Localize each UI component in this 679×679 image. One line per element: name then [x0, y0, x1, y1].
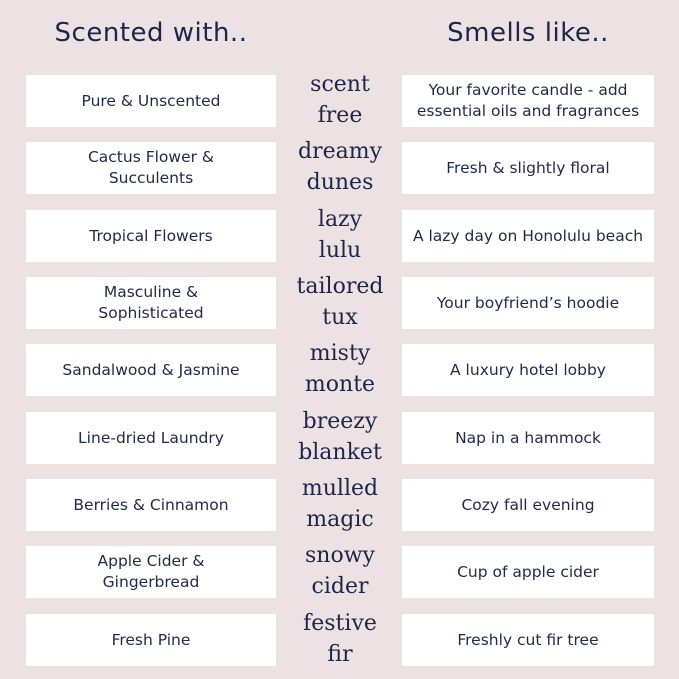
- candle-name-line1: lazy: [317, 207, 363, 232]
- scent-row: [0, 139, 679, 195]
- candle-name-line2: dunes: [306, 170, 374, 195]
- candle-name: [282, 269, 398, 335]
- smells-like-cell: [402, 277, 654, 329]
- scent-text: Cactus Flower & Succulents: [87, 148, 215, 187]
- candle-name-line2: free: [317, 103, 363, 128]
- scent-cell: [26, 344, 276, 396]
- candle-name: [282, 471, 398, 537]
- candle-name-line2: lulu: [318, 238, 362, 263]
- smells-like-text: Freshly cut fir tree: [457, 630, 599, 649]
- scent-cell: [26, 614, 276, 666]
- smells-like-text: Nap in a hammock: [455, 428, 601, 447]
- scent-cell: [26, 479, 276, 531]
- scent-row: [0, 543, 679, 599]
- candle-name: [282, 67, 398, 133]
- scent-row: [0, 207, 679, 263]
- scent-row: [0, 274, 679, 330]
- scent-text: Berries & Cinnamon: [73, 495, 229, 514]
- smells-like-text: A lazy day on Honolulu beach: [412, 226, 644, 245]
- candle-name-line1: misty: [309, 341, 371, 366]
- candle-name-line1: festive: [303, 611, 377, 636]
- scent-row: [0, 611, 679, 667]
- smells-like-cell: [402, 75, 654, 127]
- scent-cell: [26, 277, 276, 329]
- smells-like-text: Fresh & slightly floral: [446, 158, 610, 177]
- candle-name-line1: tailored: [296, 274, 384, 299]
- smells-like-text: Cup of apple cider: [457, 562, 599, 581]
- scent-text: Masculine & Sophisticated: [98, 283, 204, 322]
- smells-like-heading: Smells like..: [447, 18, 609, 48]
- candle-name-line2: magic: [306, 507, 374, 532]
- scent-cell: [26, 142, 276, 194]
- scent-row: [0, 341, 679, 397]
- smells-like-cell: [402, 614, 654, 666]
- scent-cell: [26, 75, 276, 127]
- scent-text: Line-dried Laundry: [78, 428, 224, 447]
- candle-name-line1: breezy: [302, 409, 378, 434]
- scent-cell: [26, 546, 276, 598]
- candle-name-line2: tux: [322, 305, 358, 330]
- smells-like-cell: [402, 412, 654, 464]
- scent-text: Sandalwood & Jasmine: [62, 360, 240, 379]
- candle-name-line2: monte: [304, 372, 376, 397]
- scent-text: Tropical Flowers: [89, 226, 213, 245]
- scent-cell: [26, 210, 276, 262]
- candle-name-line1: scent: [310, 72, 370, 97]
- candle-name: [282, 336, 398, 402]
- candle-name-line2: fir: [327, 642, 353, 667]
- scent-text: Apple Cider & Gingerbread: [97, 552, 205, 591]
- candle-name: [282, 606, 398, 672]
- candle-name: [282, 538, 398, 604]
- candle-name: [282, 134, 398, 200]
- smells-like-text: Your favorite candle - add essential oils and fragrances: [416, 81, 640, 120]
- scent-cell: [26, 412, 276, 464]
- candle-name-line1: dreamy: [297, 139, 383, 164]
- candle-name: [282, 404, 398, 470]
- scent-row: [0, 476, 679, 532]
- scent-text: Pure & Unscented: [81, 91, 221, 110]
- candle-name: [282, 202, 398, 268]
- smells-like-cell: [402, 142, 654, 194]
- smells-like-text: A luxury hotel lobby: [450, 360, 606, 379]
- smells-like-cell: [402, 344, 654, 396]
- smells-like-cell: [402, 546, 654, 598]
- smells-like-cell: [402, 479, 654, 531]
- candle-name-line2: blanket: [298, 440, 382, 465]
- smells-like-cell: [402, 210, 654, 262]
- candle-name-line1: snowy: [305, 543, 375, 568]
- candle-name-line2: cider: [311, 574, 369, 599]
- scented-with-heading: Scented with..: [54, 18, 248, 48]
- candle-name-line1: mulled: [301, 476, 379, 501]
- smells-like-text: Cozy fall evening: [461, 495, 595, 514]
- smells-like-text: Your boyfriend’s hoodie: [436, 293, 620, 312]
- scent-text: Fresh Pine: [111, 630, 191, 649]
- scent-row: [0, 409, 679, 465]
- scent-row: [0, 72, 679, 128]
